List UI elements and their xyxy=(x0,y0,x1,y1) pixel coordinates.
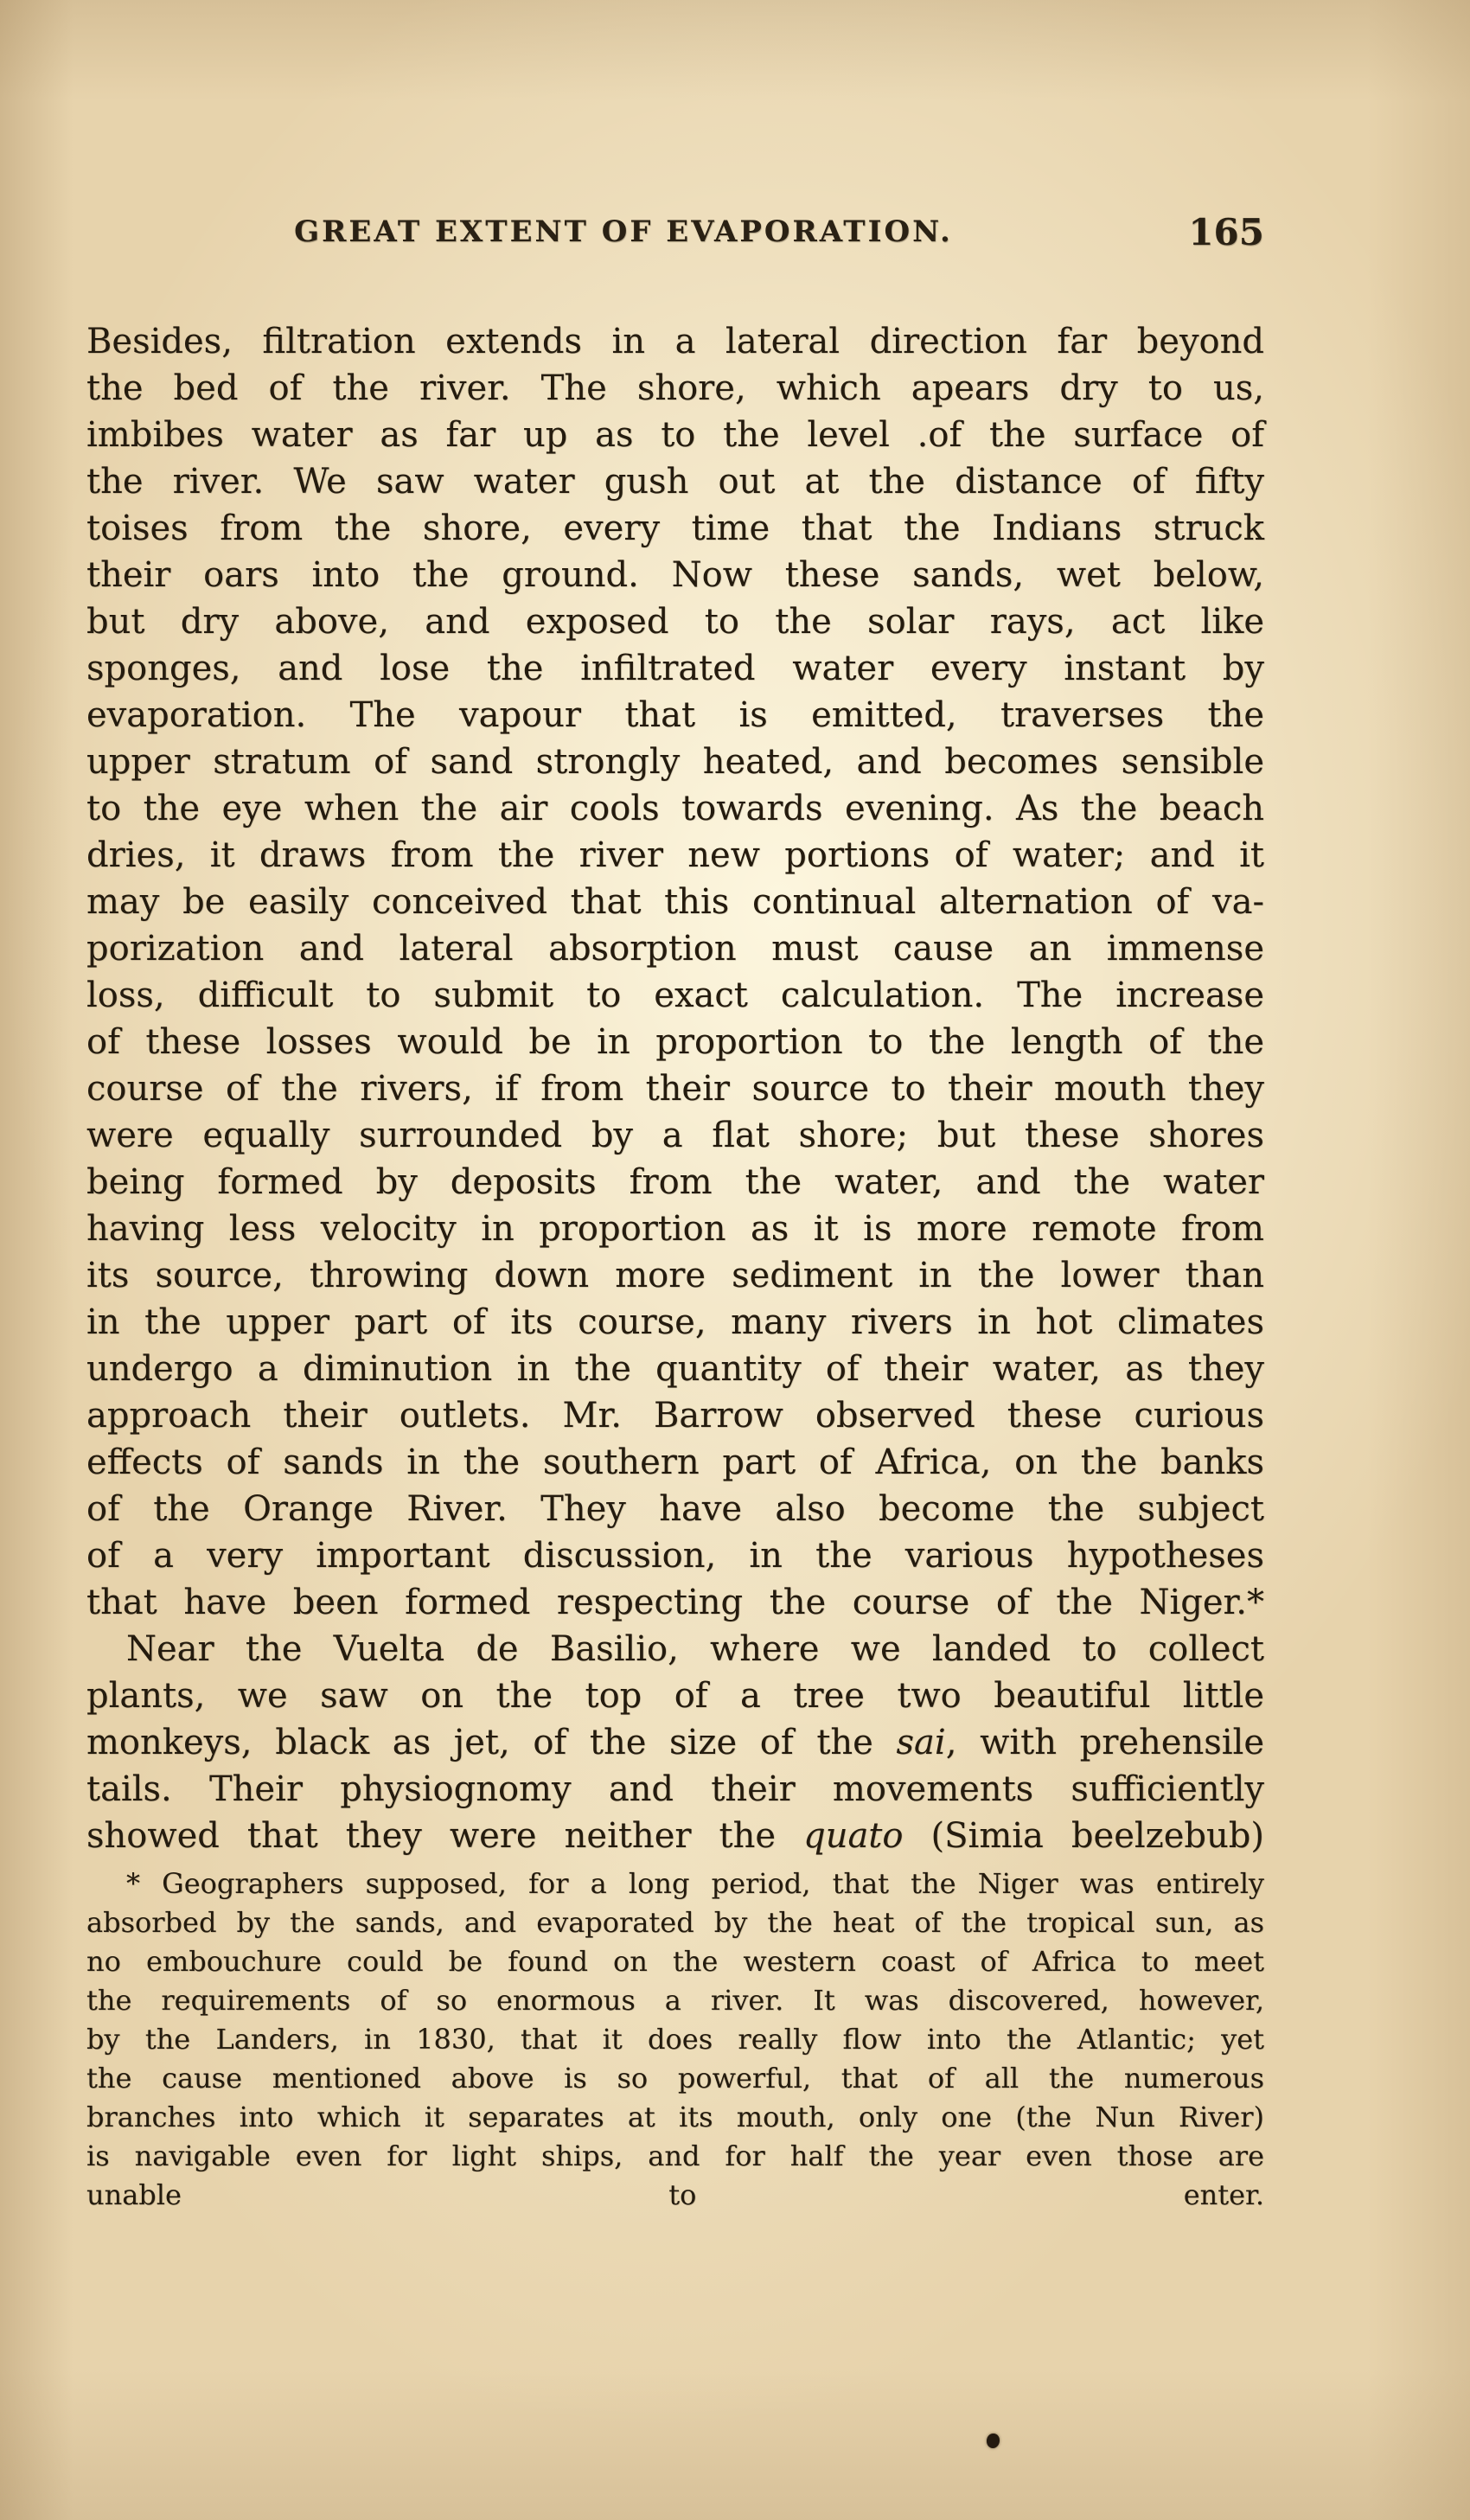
text-segment: sponges, and lose the infiltrated water every instant by xyxy=(86,649,1264,688)
text-line xyxy=(86,645,1264,692)
page-number: 165 xyxy=(1188,211,1264,253)
ink-speck xyxy=(987,2434,1000,2448)
text-segment: of a very important discussion, in the various hypotheses xyxy=(86,1536,1264,1576)
text-segment: its source, throwing down more sediment in the lower than xyxy=(86,1256,1264,1295)
text-segment: loss, difficult to submit to exact calculation. The increase xyxy=(86,975,1264,1015)
text-line xyxy=(86,318,1264,365)
text-segment: showed that they were neither the xyxy=(86,1816,804,1856)
text-segment: upper stratum of sand strongly heated, and becomes sensible xyxy=(86,742,1264,782)
text-segment: having less velocity in proportion as it is more remote from xyxy=(86,1209,1264,1249)
text-line xyxy=(86,1903,1264,1942)
text-line xyxy=(86,739,1264,785)
text-segment: in the upper part of its course, many rivers in hot climates xyxy=(86,1302,1264,1342)
text-line xyxy=(86,1766,1264,1813)
text-line xyxy=(86,879,1264,925)
text-segment: imbibes water as far up as to the level .of the surface of xyxy=(86,415,1264,455)
text-line xyxy=(86,1206,1264,1252)
text-segment: tails. Their physiognomy and their movements sufficiently xyxy=(86,1769,1264,1809)
text-line xyxy=(86,552,1264,598)
text-segment: the requirements of so enormous a river. It was discovered, however, xyxy=(86,1984,1264,2017)
text-segment: approach their outlets. Mr. Barrow observed these curious xyxy=(86,1396,1264,1436)
text-segment: may be easily conceived that this continual alternation of va- xyxy=(86,882,1264,922)
text-line xyxy=(86,692,1264,739)
text-segment: evaporation. The vapour that is emitted, traverses the xyxy=(86,695,1264,735)
text-segment: monkeys, black as jet, of the size of the xyxy=(86,1723,897,1762)
text-line xyxy=(86,1159,1264,1206)
text-line xyxy=(86,365,1264,412)
running-title: GREAT EXTENT OF EVAPORATION. xyxy=(294,214,953,249)
text-segment: dries, it draws from the river new portions of water; and it xyxy=(86,835,1264,875)
text-line xyxy=(86,1299,1264,1346)
text-line xyxy=(86,1942,1264,1981)
text-segment: of these losses would be in proportion to the length of the xyxy=(86,1022,1264,1062)
footnote xyxy=(86,1864,1264,2215)
text-line xyxy=(86,2059,1264,2098)
text-line xyxy=(86,1813,1264,1859)
text-line xyxy=(86,1579,1264,1626)
paragraph xyxy=(86,318,1264,1626)
text-line xyxy=(86,1532,1264,1579)
text-line xyxy=(86,1019,1264,1065)
text-line xyxy=(86,2098,1264,2137)
text-line xyxy=(86,1864,1264,1903)
text-line xyxy=(86,2020,1264,2059)
text-segment: * Geographers supposed, for a long period, that the Niger was entirely xyxy=(126,1867,1264,1900)
text-line xyxy=(86,1392,1264,1439)
text-segment: the river. We saw water gush out at the distance of fifty xyxy=(86,462,1264,502)
text-line xyxy=(86,1673,1264,1719)
text-line xyxy=(86,785,1264,832)
text-segment: the bed of the river. The shore, which apears dry to us, xyxy=(86,368,1264,408)
text-line xyxy=(86,598,1264,645)
text-segment: but dry above, and exposed to the solar rays, act like xyxy=(86,602,1264,642)
text-line xyxy=(86,1626,1264,1673)
text-line xyxy=(86,1252,1264,1299)
text-line xyxy=(86,1065,1264,1112)
italic-text: sai xyxy=(896,1723,946,1762)
text-segment: were equally surrounded by a flat shore; but these shores xyxy=(86,1116,1264,1155)
text-segment: by the Landers, in 1830, that it does really flow into the Atlantic; yet xyxy=(86,2023,1264,2056)
text-segment: their oars into the ground. Now these sands, wet below, xyxy=(86,555,1264,595)
text-segment: , with prehensile xyxy=(945,1723,1265,1762)
running-header xyxy=(86,211,1264,256)
text-segment: to the eye when the air cools towards evening. As the beach xyxy=(86,789,1264,828)
text-segment: the cause mentioned above is so powerful, that of all the numerous xyxy=(86,2062,1264,2095)
text-segment: branches into which it separates at its mouth, only one (the Nun River) xyxy=(86,2101,1264,2133)
text-segment: toises from the shore, every time that the Indians struck xyxy=(86,508,1264,548)
text-line xyxy=(86,1719,1264,1766)
text-line xyxy=(86,832,1264,879)
italic-text: quato xyxy=(803,1816,904,1856)
text-segment: Near the Vuelta de Basilio, where we landed to collect xyxy=(126,1629,1264,1669)
text-segment: Besides, filtration extends in a lateral direction far beyond xyxy=(86,322,1264,361)
text-segment: being formed by deposits from the water, and the water xyxy=(86,1162,1264,1202)
text-segment: unable to enter. xyxy=(86,2178,1264,2211)
body-text xyxy=(86,318,1264,1859)
text-line xyxy=(86,1439,1264,1486)
text-segment: (Simia beelzebub) xyxy=(903,1816,1264,1856)
text-line xyxy=(86,1112,1264,1159)
text-segment: effects of sands in the southern part of Africa, on the banks xyxy=(86,1442,1264,1482)
text-line xyxy=(86,1981,1264,2020)
text-segment: is navigable even for light ships, and for half the year even those are xyxy=(86,2139,1264,2172)
text-line xyxy=(86,2176,1264,2215)
text-segment: no embouchure could be found on the western coast of Africa to meet xyxy=(86,1945,1264,1978)
text-line xyxy=(86,458,1264,505)
text-segment: plants, we saw on the top of a tree two beautiful little xyxy=(86,1676,1264,1716)
text-segment: that have been formed respecting the course of the Niger.* xyxy=(86,1583,1264,1622)
text-line xyxy=(86,1486,1264,1532)
text-line xyxy=(86,925,1264,972)
text-line xyxy=(86,505,1264,552)
text-segment: course of the rivers, if from their source to their mouth they xyxy=(86,1069,1264,1109)
paragraph xyxy=(86,1626,1264,1859)
text-line xyxy=(86,1346,1264,1392)
text-segment: undergo a diminution in the quantity of their water, as they xyxy=(86,1349,1264,1389)
text-line xyxy=(86,412,1264,458)
text-line xyxy=(86,2137,1264,2176)
text-segment: porization and lateral absorption must cause an immense xyxy=(86,929,1264,969)
text-segment: of the Orange River. They have also become the subject xyxy=(86,1489,1264,1529)
text-line xyxy=(86,972,1264,1019)
text-segment: absorbed by the sands, and evaporated by the heat of the tropical sun, as xyxy=(86,1906,1264,1939)
